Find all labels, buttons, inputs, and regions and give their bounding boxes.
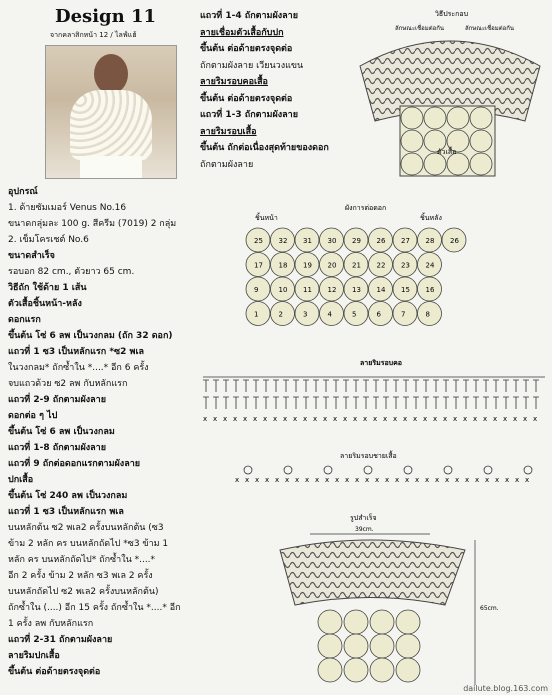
motif-layout-title: ผังการต่อดอก xyxy=(345,204,387,212)
instruction-line: แถวที่ 2-31 ถักตามผังลาย xyxy=(8,635,113,645)
instruction-line: ดอกต่อ ๆ ไป xyxy=(8,411,58,421)
instruction-line: รอบอก 82 cm., ตัวยาว 65 cm. xyxy=(8,267,135,277)
motif-circle xyxy=(447,153,469,175)
instruction-line: 1. ด้ายซัมเมอร์ Venus No.16 xyxy=(8,203,127,213)
motif-number: 25 xyxy=(254,237,263,245)
svg-text:x: x xyxy=(303,415,308,423)
svg-text:x: x xyxy=(473,415,478,423)
svg-text:x: x xyxy=(235,476,240,484)
instruction-line: ขึ้นต้น ต่อด้ายตรงจุดต่อ xyxy=(200,93,293,104)
hem-edge-title: ลายริมรอบชายเสื้อ xyxy=(340,452,397,460)
instruction-line: หลัก คร บนหลักถัดไป* ถักซ้ำใน *....* xyxy=(8,555,156,565)
instruction-line: 1 ครั้ง ลพ กับหลักแรก xyxy=(8,619,94,629)
svg-text:x: x xyxy=(213,415,218,423)
motif-number: 28 xyxy=(425,237,435,245)
instruction-line: ลายริมปกเสื้อ xyxy=(8,651,60,661)
instruction-line: ลายเชื่อมตัวเสื้อกับปก xyxy=(200,27,284,38)
instruction-line: ขึ้นต้น โซ่ 240 ลพ เป็นวงกลม xyxy=(8,491,128,501)
assembly-body-label: ตัวเสื้อ xyxy=(437,148,457,156)
motif-number: 27 xyxy=(401,237,410,245)
instruction-line: บนหลักต้น ซ2 พเล2 ครั้งบนหลักต้น (ซ3 xyxy=(8,523,164,533)
svg-text:x: x xyxy=(343,415,348,423)
finished-length: 65cm. xyxy=(480,605,499,612)
svg-text:x: x xyxy=(423,415,428,423)
svg-text:x: x xyxy=(443,415,448,423)
assembly-left-label: ลักษณะเชื่อมต่อกัน xyxy=(395,25,444,32)
assembly-diagram xyxy=(355,6,545,186)
motif-number: 17 xyxy=(254,261,263,270)
instruction-line: ถักตามผังลาย เวียนวงแขน xyxy=(200,60,304,71)
motif-circle xyxy=(370,634,394,658)
instruction-line: ขนาดสำเร็จ xyxy=(8,251,55,261)
motif-circle xyxy=(424,153,446,175)
svg-text:x: x xyxy=(503,415,508,423)
motif-circle xyxy=(396,610,420,634)
motif-circle xyxy=(370,658,394,682)
motif-number: 18 xyxy=(278,261,288,270)
instruction-line: ตัวเสื้อชิ้นหน้า-หลัง xyxy=(8,299,82,309)
instruction-line: ลายริมรอบคอเสื้อ xyxy=(200,77,268,87)
svg-text:x: x xyxy=(393,415,398,423)
instructions-left xyxy=(8,184,181,680)
finished-title: รูปสำเร็จ xyxy=(350,514,377,522)
svg-text:x: x xyxy=(355,476,360,484)
svg-text:x: x xyxy=(395,476,400,484)
instruction-line: ปกเสื้อ xyxy=(8,475,34,485)
svg-text:x: x xyxy=(513,415,518,423)
design-title: Design 11 xyxy=(55,6,157,27)
motif-number: 20 xyxy=(327,261,337,270)
svg-text:x: x xyxy=(283,415,288,423)
motif-circle xyxy=(318,610,342,634)
motif-circle xyxy=(401,153,423,175)
neck-edge-title: ลายริมรอบคอ xyxy=(360,359,402,367)
motif-number: 1 xyxy=(254,310,259,319)
motif-number: 8 xyxy=(425,310,430,319)
instruction-line: ดอกแรก xyxy=(8,315,41,325)
motif-number: 30 xyxy=(327,237,337,245)
svg-text:x: x xyxy=(325,476,330,484)
svg-text:x: x xyxy=(413,415,418,423)
motif-number: 12 xyxy=(327,286,337,294)
svg-text:x: x xyxy=(403,415,408,423)
motif-number: 10 xyxy=(278,286,288,294)
svg-text:x: x xyxy=(453,415,458,423)
instruction-line: ลายริมรอบเสื้อ xyxy=(200,126,257,137)
svg-text:x: x xyxy=(313,415,318,423)
svg-text:x: x xyxy=(375,476,380,484)
hem-edge-diagram xyxy=(230,448,550,498)
front-label: ชิ้นหน้า xyxy=(255,214,278,222)
motif-number: 19 xyxy=(303,261,312,270)
motif-number: 23 xyxy=(401,261,410,270)
svg-text:x: x xyxy=(245,476,250,484)
instruction-line: แถวที่ 1 ซ3 เป็นหลักแรก พเล xyxy=(8,507,124,517)
svg-text:x: x xyxy=(445,476,450,484)
motif-circle xyxy=(401,107,423,129)
svg-text:x: x xyxy=(483,415,488,423)
assembly-title: วิธีประกอบ xyxy=(435,10,469,18)
design-subtitle: จากคลาสิกหน้า 12 / ไลฟ์แฮ้ xyxy=(50,31,137,39)
motif-circle xyxy=(447,107,469,129)
svg-text:x: x xyxy=(455,476,460,484)
svg-text:x: x xyxy=(233,415,238,423)
motif-number: 7 xyxy=(401,310,406,319)
instruction-line: แถวที่ 9 ถักต่อดอกแรกตามผังลาย xyxy=(8,459,141,469)
instruction-line: ถักตามผังลาย xyxy=(200,159,254,170)
motif-number: 16 xyxy=(425,286,435,294)
svg-text:x: x xyxy=(265,476,270,484)
instruction-line: ขึ้นต้น ต่อด้ายตรงจุดต่อ xyxy=(200,44,293,54)
svg-text:x: x xyxy=(243,415,248,423)
instruction-line: อีก 2 ครั้ง ข้าม 2 หลัก ซ3 พเล 2 ครั้ง xyxy=(8,571,153,581)
svg-text:x: x xyxy=(285,476,290,484)
svg-text:x: x xyxy=(203,415,208,423)
motif-number: 26 xyxy=(450,237,459,245)
motif-number: 24 xyxy=(425,261,435,270)
assembly-right-label: ลักษณะเชื่อมต่อกัน xyxy=(465,25,514,32)
svg-text:x: x xyxy=(365,476,370,484)
svg-text:x: x xyxy=(485,476,490,484)
finished-garment-diagram xyxy=(270,510,500,690)
motif-circle xyxy=(396,634,420,658)
svg-text:x: x xyxy=(383,415,388,423)
finished-width: 39cm. xyxy=(355,526,374,533)
instruction-line: ถักซ้ำใน (....) อีก 15 ครั้ง ถักซ้ำใน *....* อีก xyxy=(8,603,181,613)
svg-text:x: x xyxy=(315,476,320,484)
svg-text:x: x xyxy=(275,476,280,484)
motif-circle xyxy=(396,658,420,682)
instruction-line: ขึ้นต้น ต่อด้ายตรงจุดต่อ xyxy=(8,667,101,677)
neck-edge-diagram xyxy=(200,355,545,430)
instruction-line: ขึ้นต้น โซ่ 6 ลพ เป็นวงกลม xyxy=(8,427,115,437)
svg-text:x: x xyxy=(373,415,378,423)
svg-text:x: x xyxy=(345,476,350,484)
instruction-line: จบแถวด้วย ซ2 ลพ กับหลักแรก xyxy=(8,379,128,389)
svg-text:x: x xyxy=(493,415,498,423)
motif-number: 13 xyxy=(352,286,361,294)
instruction-line: ข้าม 2 หลัก คร บนหลักถัดไป *ซ3 ข้าม 1 xyxy=(8,539,169,549)
motif-number: 22 xyxy=(376,261,386,270)
watermark: dailute.blog.163.com xyxy=(463,684,548,693)
svg-text:x: x xyxy=(433,415,438,423)
svg-text:x: x xyxy=(463,415,468,423)
motif-number: 32 xyxy=(278,237,288,245)
motif-number: 14 xyxy=(376,286,386,294)
instruction-line: แถวที่ 1-4 ถักตามผังลาย xyxy=(200,11,299,21)
svg-text:x: x xyxy=(475,476,480,484)
motif-circle xyxy=(370,610,394,634)
svg-text:x: x xyxy=(335,476,340,484)
instruction-line: อุปกรณ์ xyxy=(8,187,38,197)
motif-number: 3 xyxy=(303,310,308,319)
instruction-line: ในวงกลม* ถักซ้ำใน *....* อีก 6 ครั้ง xyxy=(8,363,149,373)
svg-text:x: x xyxy=(333,415,338,423)
motif-layout-diagram xyxy=(245,200,470,340)
svg-text:x: x xyxy=(425,476,430,484)
instruction-line: แถวที่ 2-9 ถักตามผังลาย xyxy=(8,395,107,405)
svg-text:x: x xyxy=(533,415,538,423)
svg-text:x: x xyxy=(353,415,358,423)
svg-text:x: x xyxy=(295,476,300,484)
svg-text:x: x xyxy=(305,476,310,484)
motif-number: 2 xyxy=(278,310,283,319)
instruction-line: ขึ้นต้น ถักต่อเนื่องสุดท้ายของดอก xyxy=(200,143,329,153)
instruction-line: ขนาดกลุ่มละ 100 g. สีครีม (7019) 2 กลุ่ม xyxy=(8,219,177,229)
motif-number: 15 xyxy=(401,286,410,294)
svg-text:x: x xyxy=(405,476,410,484)
svg-text:x: x xyxy=(293,415,298,423)
svg-text:x: x xyxy=(523,415,528,423)
svg-text:x: x xyxy=(255,476,260,484)
svg-text:x: x xyxy=(273,415,278,423)
svg-text:x: x xyxy=(435,476,440,484)
motif-number: 9 xyxy=(254,286,259,294)
instruction-line: แถวที่ 1 ซ3 เป็นหลักแรก *ซ2 พเล xyxy=(8,347,145,357)
motif-circle xyxy=(318,634,342,658)
motif-number: 29 xyxy=(352,237,361,245)
svg-text:x: x xyxy=(495,476,500,484)
svg-text:x: x xyxy=(253,415,258,423)
svg-text:x: x xyxy=(415,476,420,484)
back-label: ชิ้นหลัง xyxy=(420,214,442,222)
motif-number: 21 xyxy=(352,261,361,270)
svg-text:x: x xyxy=(505,476,510,484)
instruction-line: ขึ้นต้น โซ่ 6 ลพ เป็นวงกลม (ถัก 32 ดอก) xyxy=(8,331,173,341)
motif-circle xyxy=(401,130,423,152)
instruction-line: บนหลักถัดไป ซ2 พเล2 ครั้งบนหลักต้น) xyxy=(8,587,159,597)
svg-text:x: x xyxy=(223,415,228,423)
motif-number: 5 xyxy=(352,310,357,319)
motif-circle xyxy=(470,107,492,129)
motif-number: 31 xyxy=(303,237,312,245)
motif-circle xyxy=(344,634,368,658)
instruction-line: 2. เข็มโครเชต์ No.6 xyxy=(8,235,89,245)
svg-text:x: x xyxy=(515,476,520,484)
svg-text:x: x xyxy=(525,476,530,484)
motif-circle xyxy=(424,107,446,129)
motif-number: 6 xyxy=(376,310,381,319)
instruction-line: แถวที่ 1-8 ถักตามผังลาย xyxy=(8,443,107,453)
instructions-middle xyxy=(200,8,329,173)
motif-number: 26 xyxy=(376,237,386,245)
svg-text:x: x xyxy=(385,476,390,484)
svg-text:x: x xyxy=(263,415,268,423)
motif-number: 4 xyxy=(327,310,332,319)
instruction-line: วิธีถัก ใช้ด้าย 1 เส้น xyxy=(8,283,87,293)
motif-circle xyxy=(318,658,342,682)
motif-number: 11 xyxy=(303,286,312,294)
svg-text:x: x xyxy=(323,415,328,423)
motif-circle xyxy=(470,130,492,152)
motif-circle xyxy=(470,153,492,175)
svg-text:x: x xyxy=(363,415,368,423)
motif-circle xyxy=(344,658,368,682)
instruction-line: แถวที่ 1-3 ถักตามผังลาย xyxy=(200,110,299,120)
svg-text:x: x xyxy=(465,476,470,484)
motif-circle xyxy=(344,610,368,634)
model-photo xyxy=(45,45,177,179)
